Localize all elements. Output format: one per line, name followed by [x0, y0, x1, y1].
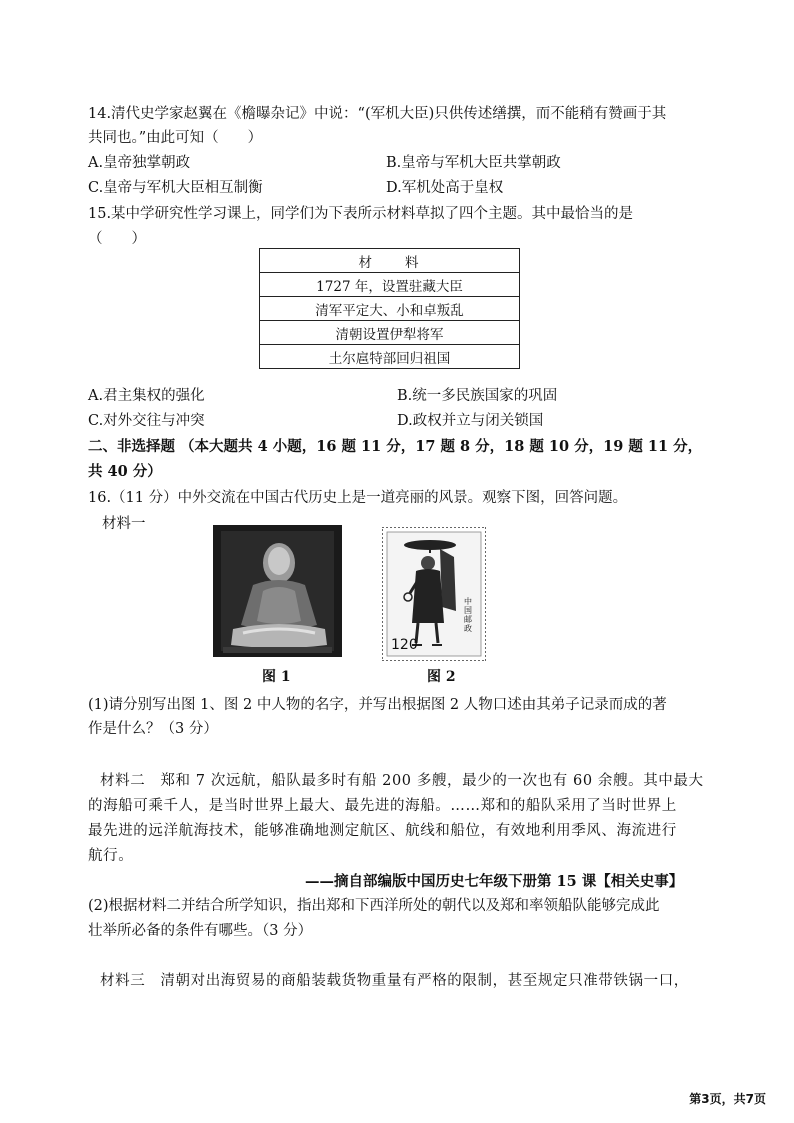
- q15-option-a: A.君主集权的强化: [88, 388, 205, 404]
- q14-option-d: D.军机处高于皇权: [386, 180, 504, 196]
- q16-sub2-line1: (2)根据材料二并结合所学知识，指出郑和下西洋所处的朝代以及郑和率领船队能够完成此: [88, 898, 660, 914]
- material2-line: 航行。: [88, 848, 134, 864]
- figure1-monk-photo: [213, 525, 342, 657]
- section2-heading-line2: 共 40 分）: [88, 463, 162, 480]
- figure2-stamp: [382, 527, 486, 661]
- q14-option-a: A.皇帝独掌朝政: [88, 155, 191, 171]
- material2-line: 材料二 郑和 7 次远航，船队最多时有船 200 多艘，最少的一次也有 60 余艘。其中最大: [100, 773, 704, 789]
- q15-stem-line1: 15.某中学研究性学习课上，同学们为下表所示材料草拟了四个主题。其中最恰当的是: [88, 206, 634, 222]
- material3-line: 材料三 清朝对出海贸易的商船装载货物重量有严格的限制，甚至规定只准带铁锅一口，: [100, 973, 689, 989]
- q14-stem-line1: 14.清代史学家赵翼在《檐曝杂记》中说：“(军机大臣)只供传述缮撰，而不能稍有赞画于其: [88, 106, 667, 122]
- material1-label: 材料一: [102, 516, 146, 532]
- figure2-caption: 图 2: [427, 669, 456, 685]
- q16-sub1-line2: 作是什么？（3 分）: [88, 721, 218, 737]
- table-row: 土尔扈特部回归祖国: [260, 345, 520, 369]
- table-row: 1727 年，设置驻藏大臣: [260, 273, 520, 297]
- figure1-caption: 图 1: [262, 669, 291, 685]
- material2-source: ——摘自部编版中国历史七年级下册第 15 课【相关史事】: [305, 873, 684, 890]
- q14-option-b: B.皇帝与军机大臣共掌朝政: [386, 155, 561, 171]
- section2-heading-line1: 二、非选择题 （本大题共 4 小题，16 题 11 分，17 题 8 分，18 题 10 分，19 题 11 分，: [88, 438, 703, 455]
- material2-line: 的海船可乘千人，是当时世界上最大、最先进的海船。……郑和的船队采用了当时世界上: [88, 798, 677, 814]
- q15-option-c: C.对外交往与冲突: [88, 413, 205, 429]
- material2-line: 最先进的远洋航海技术，能够准确地测定航区、航线和船位，有效地利用季风、海流进行: [88, 823, 677, 839]
- q15-material-table: [259, 248, 520, 369]
- seated-monk-image: [213, 525, 342, 657]
- q14-stem-line2: 共同也。”由此可知（ ）: [88, 130, 263, 146]
- stamp-country-text: 中国邮政: [464, 597, 472, 633]
- q16-sub2-line2: 壮举所必备的条件有哪些。（3 分）: [88, 923, 313, 939]
- q16-stem: 16.（11 分）中外交流在中国古代历史上是一道亮丽的风景。观察下图，回答问题。: [88, 490, 628, 506]
- q15-option-d: D.政权并立与闭关锁国: [397, 413, 544, 429]
- q16-sub1-line1: (1)请分别写出图 1、图 2 中人物的名字，并写出根据图 2 人物口述由其弟子记录而成的著: [88, 697, 667, 713]
- page-footer: 第3页，共7页: [689, 1092, 766, 1106]
- q14-option-c: C.皇帝与军机大臣相互制衡: [88, 180, 263, 196]
- stamp-value: 120: [391, 637, 418, 653]
- table-row: 清军平定大、小和卓叛乱: [260, 297, 520, 321]
- table-header: 材 料: [260, 249, 520, 273]
- table-row: 清朝设置伊犁将军: [260, 321, 520, 345]
- q15-stem-line2: （ ）: [88, 231, 146, 247]
- q15-option-b: B.统一多民族国家的巩固: [397, 388, 558, 404]
